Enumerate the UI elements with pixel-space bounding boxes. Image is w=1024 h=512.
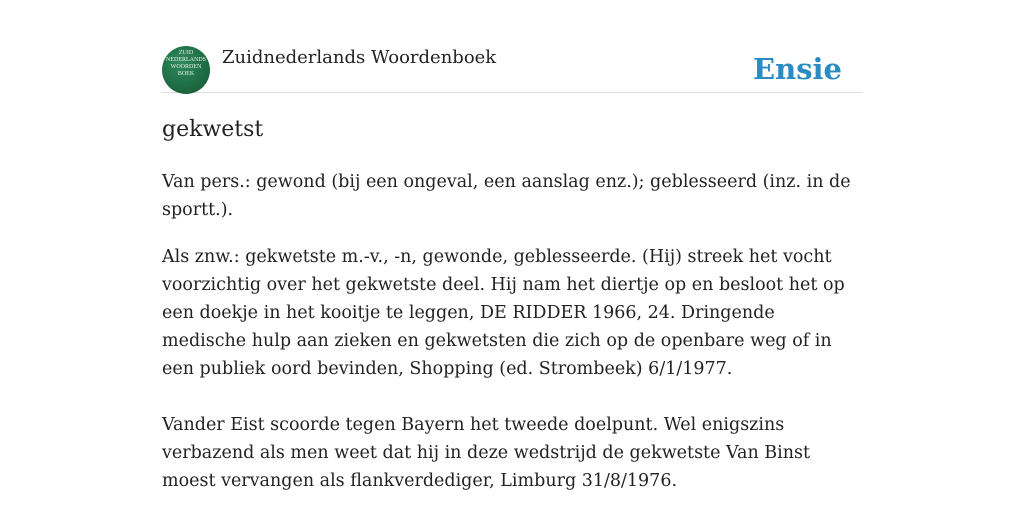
source-name[interactable]: Zuidnederlands Woordenboek (222, 47, 497, 68)
example-paragraph: Als znw.: gekwetste m.-v., -n, gewonde, geblesseerde. (Hij) streek het vocht voorzichtig over het gekwetste deel. Hij nam het diertje op en besloot het op een doekje in het kooitje te leggen, DE RIDDER 1966, 24. Dringende medische hulp aan zieken en gekwetsten die zich op de openbare weg of in een publiek oord bevinden, Shopping (ed. Strombeek) 6/1/1977. (162, 247, 845, 379)
entry-content (162, 168, 862, 512)
definition-paragraph: Van pers.: gewond (bij een ongeval, een aanslag enz.); geblesseerd (inz. in de sportt.). (162, 172, 851, 220)
source-logo[interactable] (162, 46, 210, 94)
logo-line: BOEK (177, 71, 195, 77)
header (162, 44, 862, 93)
logo-line: NEDERLANDS (166, 57, 206, 63)
logo-line: ZUID (178, 50, 194, 56)
page-title: gekwetst (162, 117, 264, 142)
logo-line: WOORDEN (170, 64, 202, 70)
logo-text (162, 50, 210, 78)
example-paragraph: Vander Eist scoorde tegen Bayern het tweede doelpunt. Wel enigszins verbazend als men weet dat hij in deze wedstrijd de gekwetste Van Binst moest vervangen als flankverdediger, Limburg 31/8/1976. (162, 415, 811, 491)
brand-logo[interactable]: Ensie (753, 52, 842, 86)
